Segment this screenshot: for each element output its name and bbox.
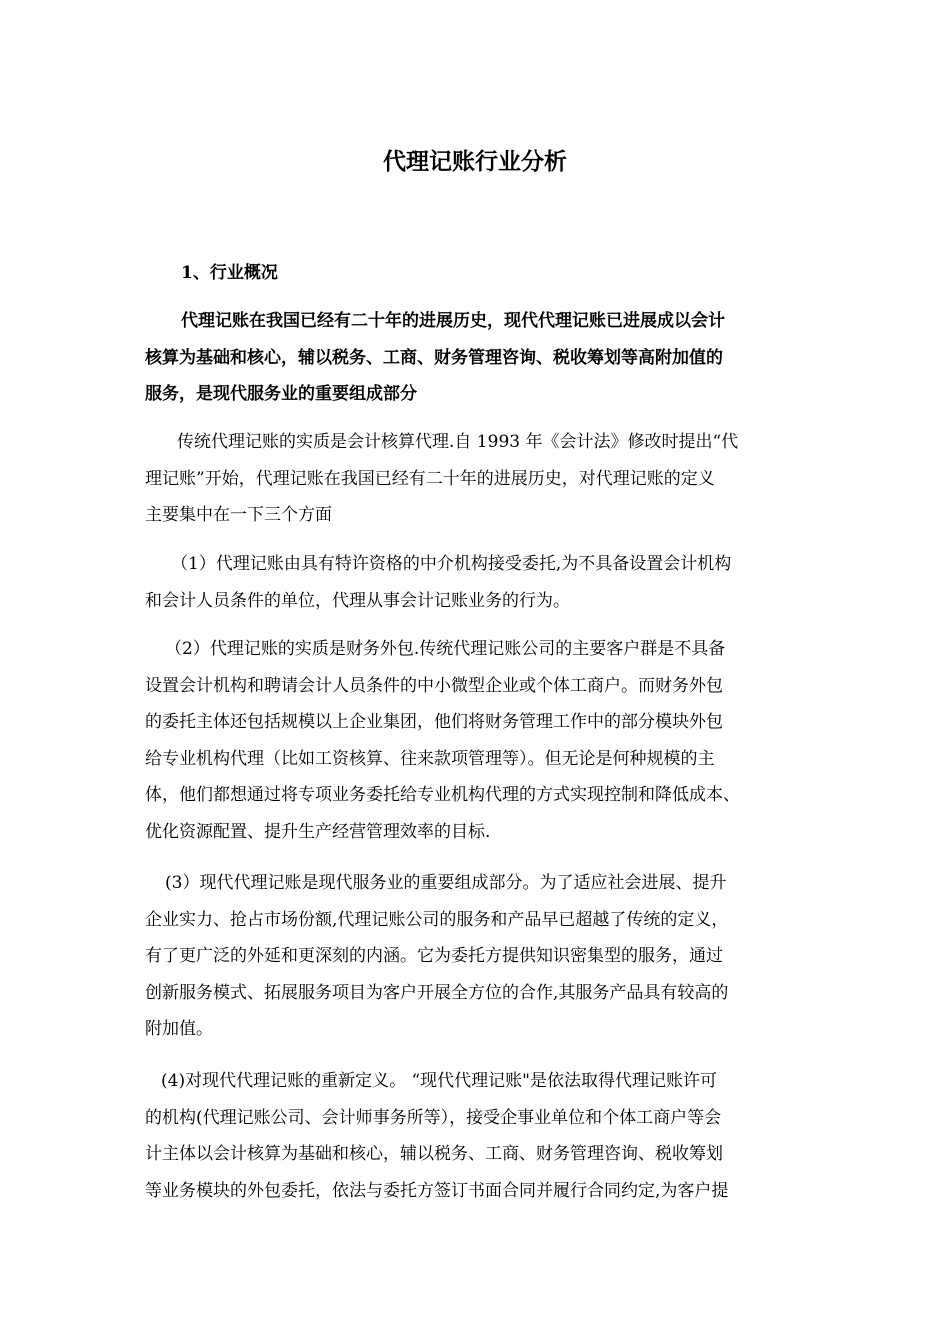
summary-line: 核算为基础和核心，辅以税务、工商、财务管理咨询、税收筹划等高附加值的 [145,347,723,368]
point-3-line: (3）现代代理记账是现代服务业的重要组成部分。为了适应社会进展、提升 [165,873,727,893]
point-3-line: 附加值。 [145,1019,213,1039]
point-1-line: 和会计人员条件的单位，代理从事会计记账业务的行为。 [145,590,570,611]
point-2-line: 优化资源配置、提升生产经营管理效率的目标. [145,821,491,842]
point-2-line: （2）代理记账的实质是财务外包.传统代理记账公司的主要客户群是不具备 [165,639,726,659]
point-2-line: 的委托主体还包括规模以上企业集团，他们将财务管理工作中的部分模块外包 [145,712,723,732]
point-4-line: 计主体以会计核算为基础和核心，辅以税务、工商、财务管理咨询、税收筹划 [145,1144,723,1164]
intro-paragraph [145,424,817,534]
summary-line: 代理记账在我国已经有二十年的进展历史，现代代理记账已进展成以会计 [181,311,725,331]
summary-paragraph [145,303,817,413]
point-3-line: 有了更广泛的外延和更深刻的内涵。它为委托方提供知识密集型的服务，通过 [145,946,723,966]
point-3-paragraph [145,865,817,1048]
intro-line: 主要集中在一下三个方面 [145,505,332,525]
point-4-paragraph [145,1063,817,1209]
point-3-line: 企业实力、抢占市场份额,代理记账公司的服务和产品早已超越了传统的定义， [145,909,729,930]
point-4-line: 等业务模块的外包委托，依法与委托方签订书面合同并履行合同约定,为客户提 [145,1180,729,1201]
point-2-line: 体，他们都想通过将专项业务委托给专业机构代理的方式实现控制和降低成本、 [145,785,740,805]
point-2-line: 给专业机构代理（比如工资核算、往来款项管理等）。但无论是何种规模的主 [145,748,715,769]
intro-line: 理记账”开始，代理记账在我国已经有二十年的进展历史，对代理记账的定义 [145,468,715,489]
point-1-paragraph [145,546,817,619]
intro-line: 传统代理记账的实质是会计核算代理.自 1993 年《会计法》修改时提出“代 [177,432,739,452]
point-2-paragraph [145,631,817,850]
point-4-line: (4)对现代代理记账的重新定义。 “现代代理记账"是依法取得代理记账许可 [161,1071,717,1091]
summary-line: 服务，是现代服务业的重要组成部分 [145,384,417,404]
point-1-line: （1）代理记账由具有特许资格的中介机构接受委托,为不具备设置会计机构 [171,554,732,574]
point-2-line: 设置会计机构和聘请会计人员条件的中小微型企业或个体工商户。而财务外包 [145,675,723,696]
point-4-line: 的机构(代理记账公司、会计师事务所等），接受企事业单位和个体工商户等会 [145,1107,722,1128]
section-heading-industry-overview: 1、行业概况 [181,263,278,283]
document-title: 代理记账行业分析 [383,148,567,175]
point-3-line: 创新服务模式、拓展服务项目为客户开展全方位的合作,其服务产品具有较高的 [145,982,729,1003]
